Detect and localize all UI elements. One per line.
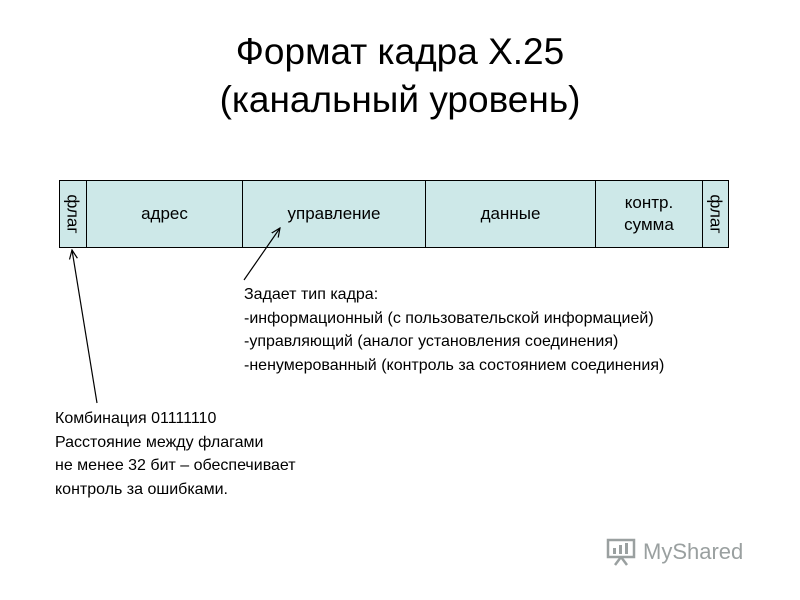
field-checksum-label: контр. сумма: [624, 193, 674, 234]
field-address-label: адрес: [141, 204, 188, 223]
flag-note-line: контроль за ошибками.: [55, 480, 228, 498]
field-control-label: управление: [287, 204, 381, 223]
flag-note: [55, 407, 296, 501]
field-flag-end-label: флаг: [706, 194, 726, 234]
arrow-to-control-field: [244, 228, 280, 280]
presentation-board-icon: [605, 537, 637, 567]
flag-note-line: не менее 32 бит – обеспечивает: [55, 457, 296, 474]
frame-type-note-line: -ненумерованный (контроль за состоянием соединения): [244, 356, 665, 374]
frame-type-note: [244, 283, 664, 377]
watermark-logo: [605, 537, 743, 567]
watermark-text: MyShared: [643, 539, 744, 564]
frame-type-note-line: Задает тип кадра:: [244, 286, 379, 303]
field-flag-start-label: флаг: [64, 194, 84, 234]
arrow-to-flag-field: [72, 250, 97, 403]
flag-note-line: Комбинация 01111110: [55, 410, 217, 427]
frame-type-note-line: -управляющий (аналог установления соединения): [244, 333, 619, 350]
field-data-label: данные: [480, 204, 541, 223]
flag-note-line: Расстояние между флагами: [55, 433, 264, 451]
title-line-1: Формат кадра Х.25: [235, 31, 565, 72]
frame-type-note-line: -информационный (с пользовательской информацией): [244, 309, 654, 327]
title-line-2: (канальный уровень): [219, 79, 581, 120]
